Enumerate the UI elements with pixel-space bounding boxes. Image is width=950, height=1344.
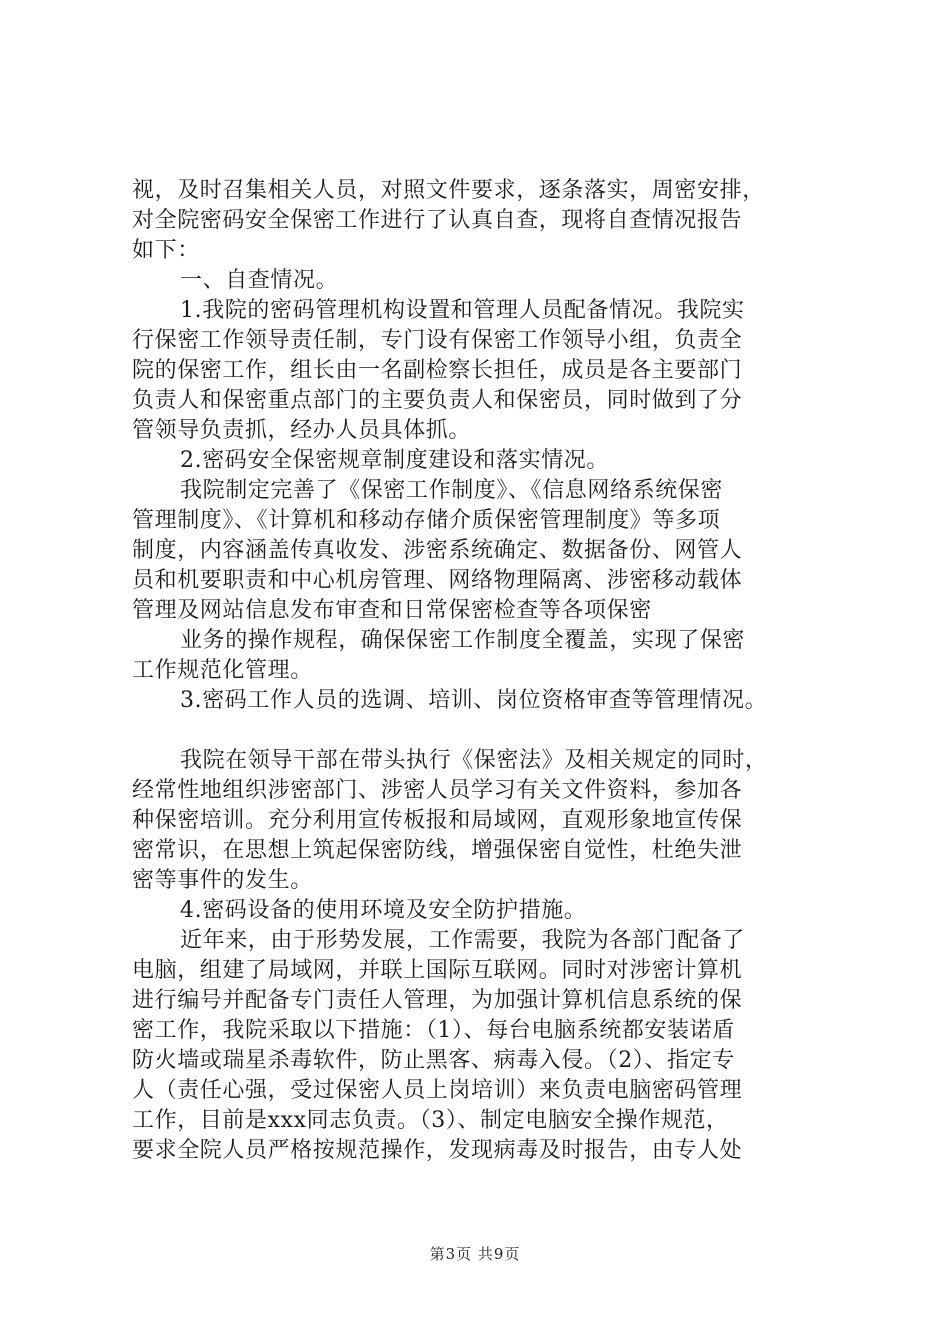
text-line: 工作，目前是xxx同志负责。（3）、制定电脑安全操作规范，: [132, 1108, 729, 1133]
text-line: 业务的操作规程，确保保密工作制度全覆盖，实现了保密: [180, 628, 746, 653]
subsection-heading: 4.密码设备的使用环境及安全防护措施。: [180, 898, 587, 923]
text-line: 员和机要职责和中心机房管理、网络物理隔离、涉密移动载体: [132, 568, 743, 593]
text-line: 对全院密码安全保密工作进行了认真自查，现将自查情况报告: [132, 208, 743, 233]
text-line: 人（责任心强，受过保密人员上岗培训）来负责电脑密码管理: [132, 1078, 743, 1103]
text-line: 要求全院人员严格按规范操作，发现病毒及时报告，由专人处: [132, 1138, 743, 1163]
section-heading: 一、自查情况。: [180, 268, 339, 293]
text-line: 进行编号并配备专门责任人管理，为加强计算机信息系统的保: [132, 988, 743, 1013]
paragraph-gap: [132, 716, 852, 746]
text-line: 管理制度》、《计算机和移动存储介质保密管理制度》等多项: [132, 508, 721, 533]
text-line: 密常识，在思想上筑起保密防线，增强保密自觉性，杜绝失泄: [132, 838, 743, 863]
text-line: 密工作，我院采取以下措施：（1）、每台电脑系统都安装诺盾: [132, 1018, 735, 1043]
text-line: 视，及时召集相关人员，对照文件要求，逐条落实，周密安排，: [132, 178, 765, 203]
text-line: 工作规范化管理。: [132, 658, 313, 683]
text-line: 负责人和保密重点部门的主要负责人和保密员，同时做到了分: [132, 388, 743, 413]
text-line: 行保密工作领导责任制，专门设有保密工作领导小组，负责全: [132, 328, 743, 353]
subsection-heading: 1.我院的密码管理机构设置和管理人员配备情况。我院实: [180, 298, 745, 323]
text-line: 院的保密工作，组长由一名副检察长担任，成员是各主要部门: [132, 358, 743, 383]
page-indicator: 第3页 共9页: [429, 1245, 521, 1263]
subsection-heading: 2.密码安全保密规章制度建设和落实情况。: [180, 448, 609, 473]
text-line: 种保密培训。充分利用宣传板报和局域网，直观形象地宣传保: [132, 808, 743, 833]
text-line: 制度，内容涵盖传真收发、涉密系统确定、数据备份、网管人: [132, 538, 743, 563]
text-line: 管理及网站信息发布审查和日常保密检查等各项保密: [132, 598, 652, 623]
text-line: 我院在领导干部在带头执行《保密法》及相关规定的同时，: [180, 748, 768, 773]
text-line: 近年来，由于形势发展，工作需要，我院为各部门配备了: [180, 928, 746, 953]
text-line: 管领导负责抓，经办人员具体抓。: [132, 418, 472, 443]
text-line: 如下：: [132, 238, 200, 263]
text-line: 电脑，组建了局域网，并联上国际互联网。同时对涉密计算机: [132, 958, 743, 983]
text-line: 经常性地组织涉密部门、涉密人员学习有关文件资料，参加各: [132, 778, 743, 803]
text-line: 防火墙或瑞星杀毒软件，防止黑客、病毒入侵。（2）、指定专: [132, 1048, 735, 1073]
text-line: 密等事件的发生。: [132, 868, 313, 893]
subsection-heading: 3.密码工作人员的选调、培训、岗位资格审查等管理情况。: [180, 688, 768, 713]
document-body: [132, 176, 852, 1166]
text-line: 我院制定完善了《保密工作制度》、《信息网络系统保密: [180, 478, 724, 503]
